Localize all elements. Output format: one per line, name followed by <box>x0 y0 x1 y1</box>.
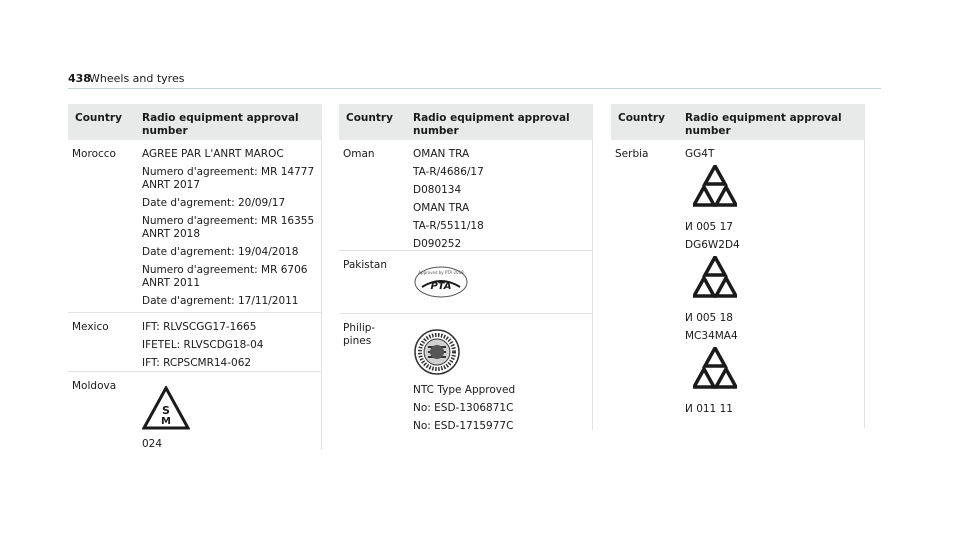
value-line: TA-R/4686/17 <box>413 166 484 178</box>
serbia-code: DG6W2D4 <box>685 239 740 251</box>
table-row-mexico <box>68 313 322 372</box>
serbia-triangle-mark-icon <box>693 347 737 389</box>
serbia-number: И 005 18 <box>685 312 733 324</box>
table-row-philippines <box>339 314 593 430</box>
header-approval-number: Radio equipment approval number <box>685 112 842 137</box>
header-country: Country <box>618 112 665 124</box>
header-approval-number: Radio equipment approval number <box>413 112 570 137</box>
approval-values <box>413 148 588 256</box>
value-line: IFT: RLVSCGG17-1665 <box>142 321 257 333</box>
value-line: Date d'agrement: 17/11/2011 <box>142 295 299 307</box>
table-row-morocco <box>68 140 322 313</box>
country-cell: Mexico <box>72 321 109 333</box>
value-line: Date d'agrement: 19/04/2018 <box>142 246 299 258</box>
value-line: ANRT 2011 <box>142 277 201 289</box>
svg-text:S: S <box>162 404 170 417</box>
value-line: Numero d'agreement: MR 14777 <box>142 166 315 178</box>
approval-values <box>142 321 317 375</box>
value-line: No: ESD-1715977C <box>413 420 514 432</box>
serbia-code: MC34MA4 <box>685 330 738 342</box>
table-row-oman <box>339 140 593 251</box>
value-line: NTC Type Approved <box>413 384 516 396</box>
table-row-moldova <box>68 372 322 450</box>
value-line: IFETEL: RLVSCDG18-04 <box>142 339 264 351</box>
value-line: OMAN TRA <box>413 202 470 214</box>
header-country: Country <box>75 112 122 124</box>
value-line: D080134 <box>413 184 462 196</box>
header-approval-number: Radio equipment approval number <box>142 112 299 137</box>
value-line: Numero d'agreement: MR 6706 <box>142 264 308 276</box>
approval-values <box>142 380 317 456</box>
country-cell: Oman <box>343 148 375 160</box>
serbia-triangle-mark-icon <box>693 256 737 298</box>
table-header <box>68 104 322 140</box>
value-line: No: ESD-1306871C <box>413 402 514 414</box>
value-line: TA-R/5511/18 <box>413 220 484 232</box>
section-title: Wheels and tyres <box>89 72 185 85</box>
serbia-code: GG4T <box>685 148 715 160</box>
value-line: OMAN TRA <box>413 148 470 160</box>
table-row-serbia <box>611 140 865 428</box>
pta-text: PTA <box>430 281 452 292</box>
table-column-3 <box>611 104 865 428</box>
header-country: Country <box>346 112 393 124</box>
table-header <box>339 104 593 140</box>
serbia-number: И 011 11 <box>685 403 733 415</box>
approval-values <box>142 148 317 313</box>
ntc-seal-icon <box>413 328 461 376</box>
svg-text:M: M <box>161 416 171 427</box>
country-cell: Serbia <box>615 148 649 160</box>
country-cell: Moldova <box>72 380 117 392</box>
approval-values <box>413 322 588 438</box>
approval-number: 024 <box>142 438 163 450</box>
table-column-1 <box>68 104 322 450</box>
serbia-number: И 005 17 <box>685 221 733 233</box>
value-line: D090252 <box>413 238 462 250</box>
serbia-triangle-mark-icon <box>693 165 737 207</box>
page-number: 438 <box>68 72 91 85</box>
approval-values <box>413 259 588 307</box>
moldova-sm-certification-icon <box>142 386 190 430</box>
pta-logo-icon <box>413 265 469 299</box>
value-line: ANRT 2018 <box>142 228 201 240</box>
table-row-pakistan <box>339 251 593 314</box>
country-cell: Philip- pines <box>343 322 376 347</box>
approval-values <box>685 148 860 421</box>
value-line: Date d'agrement: 20/09/17 <box>142 197 286 209</box>
page-header <box>68 70 881 89</box>
table-column-2 <box>339 104 593 430</box>
value-line: ANRT 2017 <box>142 179 201 191</box>
pta-subtext: Approved by PTA 2018 <box>418 270 464 275</box>
table-header <box>611 104 865 140</box>
value-line: AGREE PAR L'ANRT MAROC <box>142 148 284 160</box>
value-line: Numero d'agreement: MR 16355 <box>142 215 315 227</box>
country-cell: Pakistan <box>343 259 387 271</box>
country-cell: Morocco <box>72 148 116 160</box>
value-line: IFT: RCPSCMR14-062 <box>142 357 252 369</box>
